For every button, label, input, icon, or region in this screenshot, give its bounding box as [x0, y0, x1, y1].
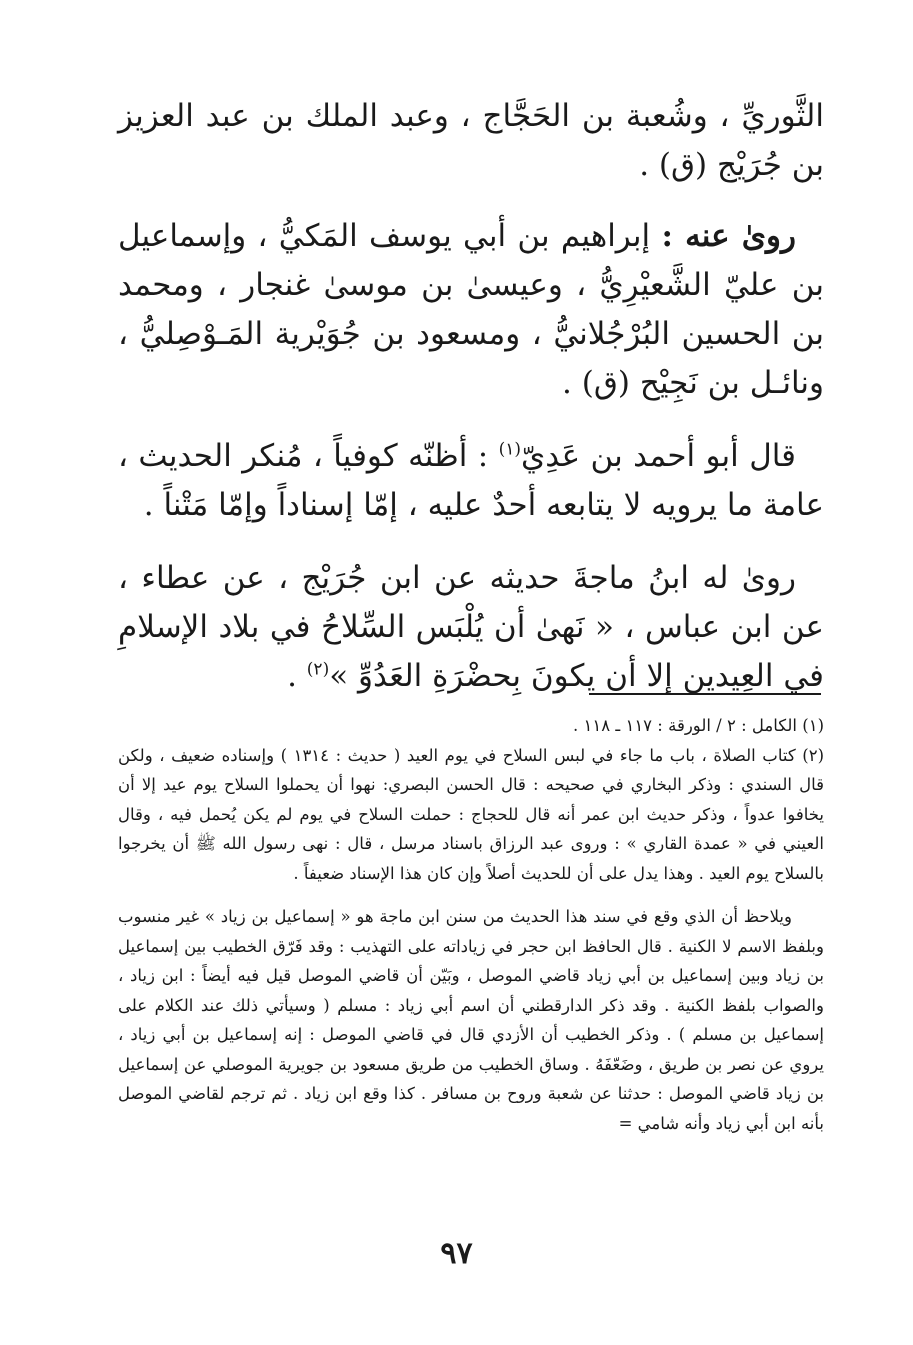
footnote-reference-1: (١) — [498, 439, 522, 460]
paragraph-text: : أظنّه كوفياً ، مُنكر الحديث ، عامة ما يرويه لا يتابعه أحدٌ عليه ، إمّا إسناداً وإمّا مَتْناً . — [118, 438, 824, 523]
main-text — [118, 92, 824, 725]
paragraph-text: . — [287, 658, 307, 694]
footnote-2: (٢) كتاب الصلاة ، باب ما جاء في لبس السلاح في يوم العيد ( حديث : ١٣١٤ ) وإسناده ضعيف ، ولكن قال السندي : وذكر البخاري في صحيحه : قال الحسن البصري: نهوا أن يحملوا السلاح يوم عيد إلا أن يخافوا عدواً ، وذكر حديث ابن عمر أنه قال للحجاج : حملت السلاح في يوم لم يكن يُحمل فيه ، وقال العيني في « عمدة القاري » : وروى عبد الرزاق باسناد مرسل ، قال : نهى رسول الله ﷺ أن يخرجوا بالسلاح يوم العيد . وهذا يدل على أن للحديث أصلاً وإن كان هذا الإسناد ضعيفاً . — [118, 745, 824, 883]
paragraph-text: الثَّوريِّ ، وشُعبة بن الحَجَّاج ، وعبد الملك بن عبد العزيز بن جُرَيْج (ق) . — [118, 98, 824, 183]
paragraph-text: قال أبو أحمد بن عَدِيّ — [521, 438, 796, 474]
paragraph-ibn-adi — [118, 432, 824, 530]
footnote-reference-2: (٢) — [306, 659, 330, 680]
page-number: ٩٧ — [440, 1236, 473, 1271]
paragraph-narrators-from — [118, 92, 824, 190]
footnote-commentary: ويلاحظ أن الذي وقع في سند هذا الحديث من سنن ابن ماجة هو « إسماعيل بن زياد » غير منسوب وبلفظ الاسم لا الكنية . قال الحافظ ابن حجر في زياداته على التهذيب : وقد فَرّق الخطيب بين إسماعيل بن زياد وبين إسماعيل بن أبي زياد قاضي الموصل ، وبَيّن أن قاضي الموصل قيل فيه أيضاً : ابن زياد ، والصواب بلفظ الكنية . وقد ذكر الدارقطني أن اسم أبي زياد : مسلم ( وسيأتي ذلك عند الكلام على إسماعيل بن مسلم ) . وذكر الخطيب أن الأزدي قال في قاضي الموصل : إنه إسماعيل بن أبي زياد ، يروي عن نصر بن طريق ، وضَعّفَهُ . وساق الخطيب من طريق مسعود بن جويرية الموصلي عن إسماعيل بن زياد قاضي الموصل : حدثنا عن شعبة وروح بن مسافر . كذا وقع ابن زياد . ثم ترجم لقاضي الموصل بأنه ابن أبي زياد وأنه شامي = — [118, 907, 824, 1133]
footnote-1: (١) الكامل : ٢ / الورقة : ١١٧ ـ ١١٨ . — [573, 716, 824, 735]
paragraph-hadith — [118, 554, 824, 701]
paragraph-text: إبراهيم بن أبي يوسف المَكيُّ ، وإسماعيل بن عليّ الشَّعيْرِيُّ ، وعيسىٰ بن موسىٰ غنجار ، ومحمد بن الحسين البُرْجُلانيُّ ، ومسعود بن جُوَيْرية المَـوْصِليُّ ، ونائـل بن نَجِيْح (ق) . — [118, 218, 824, 401]
paragraph-narrators-to — [118, 212, 824, 408]
footnote-divider — [589, 693, 821, 695]
footnotes — [118, 711, 824, 1138]
paragraph-text: روىٰ له ابنُ ماجةَ حديثه عن ابن جُرَيْج ، عن عطاء ، عن ابن عباس ، « نَهىٰ أن يُلْبَس السِّلاحُ في بلاد الإسلامِ في العِيدين إلا أن يكونَ بِحضْرَةِ العَدُوِّ » — [118, 560, 824, 694]
paragraph-lead: روىٰ عنه : — [661, 218, 796, 254]
